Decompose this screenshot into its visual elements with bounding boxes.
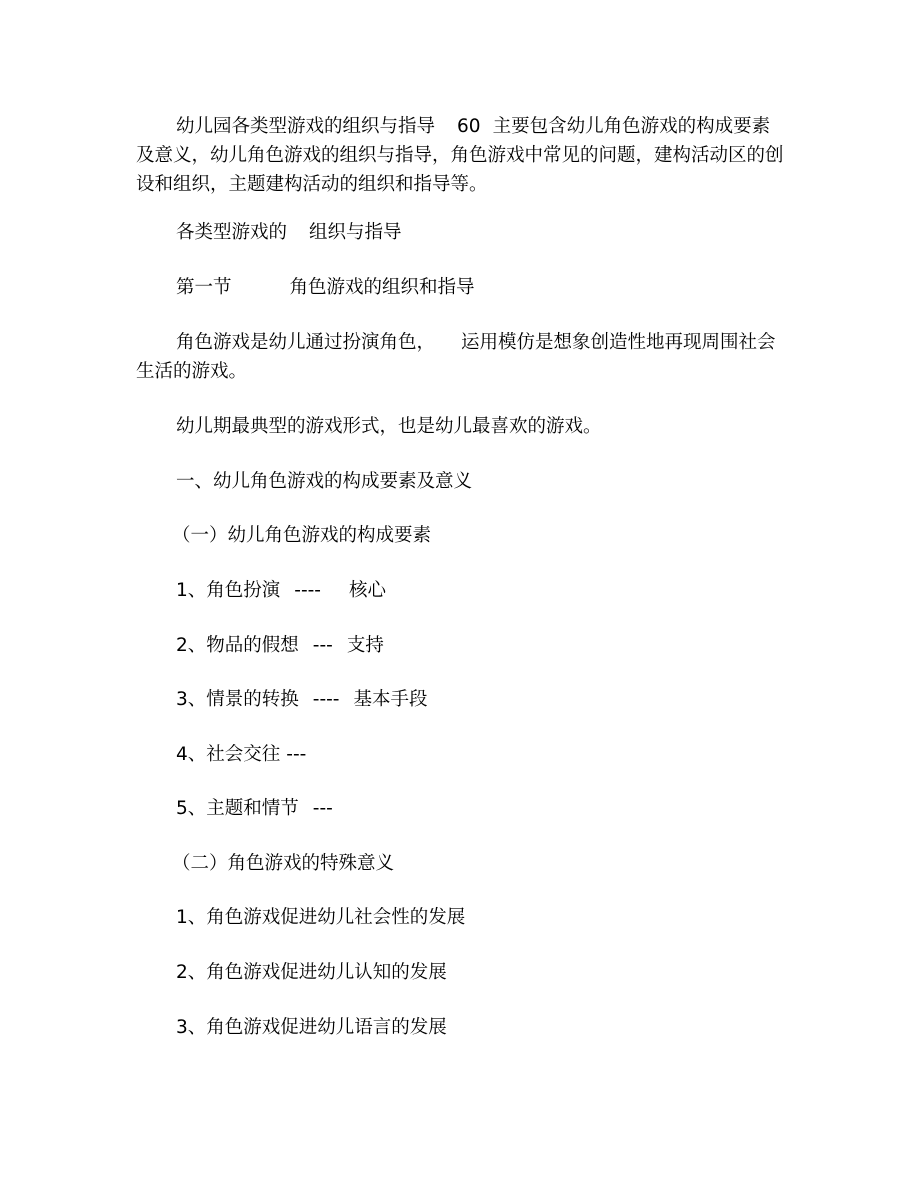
element-label: 2、物品的假想 bbox=[176, 635, 299, 656]
element-item-4 bbox=[176, 740, 306, 769]
subheading-1: （一）幼儿角色游戏的构成要素 bbox=[172, 525, 432, 546]
element-dash: ---- bbox=[312, 689, 340, 710]
element-label: 4、社会交往 bbox=[176, 744, 281, 765]
intro-text-part1: 幼儿园各类型游戏的组织与指导 bbox=[176, 116, 436, 137]
meaning-item-2: 2、角色游戏促进幼儿认知的发展 bbox=[176, 962, 447, 983]
element-label: 1、角色扮演 bbox=[176, 580, 281, 601]
element-item-3 bbox=[176, 685, 428, 714]
section-heading bbox=[176, 273, 475, 302]
element-label: 5、主题和情节 bbox=[176, 798, 299, 819]
element-dash: ---- bbox=[294, 580, 321, 601]
intro-text-part2: 60 bbox=[457, 116, 481, 137]
subheading-2: （二）角色游戏的特殊意义 bbox=[172, 853, 395, 874]
title-part1: 各类型游戏的 bbox=[176, 222, 288, 243]
definition-part2: 运用模仿是想象创造性地再现周围社会生活的游戏。 bbox=[136, 332, 776, 382]
element-item-1 bbox=[176, 576, 386, 605]
element-label: 3、情景的转换 bbox=[176, 689, 299, 710]
element-value: 基本手段 bbox=[353, 689, 428, 710]
typical-paragraph: 幼儿期最典型的游戏形式，也是幼儿最喜欢的游戏。 bbox=[176, 416, 602, 437]
document-title bbox=[176, 218, 402, 247]
element-item-2 bbox=[176, 631, 384, 660]
section-title: 角色游戏的组织和指导 bbox=[289, 277, 475, 298]
heading-1: 一、幼儿角色游戏的构成要素及意义 bbox=[176, 471, 473, 492]
element-dash: --- bbox=[286, 744, 307, 765]
definition-part1: 角色游戏是幼儿通过扮演角色， bbox=[176, 332, 436, 353]
meaning-item-1: 1、角色游戏促进幼儿社会性的发展 bbox=[176, 907, 466, 928]
section-label: 第一节 bbox=[176, 277, 232, 298]
intro-text-part3: 主要包含幼儿角色游戏的构成要素及意义，幼儿角色游戏的组织与指导，角色游戏中常见的问题，建构活动区的创设和组织，主题建构活动的组织和指导等。 bbox=[136, 116, 784, 195]
definition-paragraph bbox=[136, 328, 786, 386]
meaning-item-3: 3、角色游戏促进幼儿语言的发展 bbox=[176, 1017, 447, 1038]
element-item-5 bbox=[176, 794, 333, 823]
element-value: 支持 bbox=[346, 635, 384, 656]
element-dash: --- bbox=[312, 798, 333, 819]
title-part2: 组织与指导 bbox=[309, 222, 402, 243]
element-value: 核心 bbox=[348, 580, 386, 601]
element-dash: --- bbox=[312, 635, 333, 656]
intro-paragraph bbox=[136, 112, 786, 199]
